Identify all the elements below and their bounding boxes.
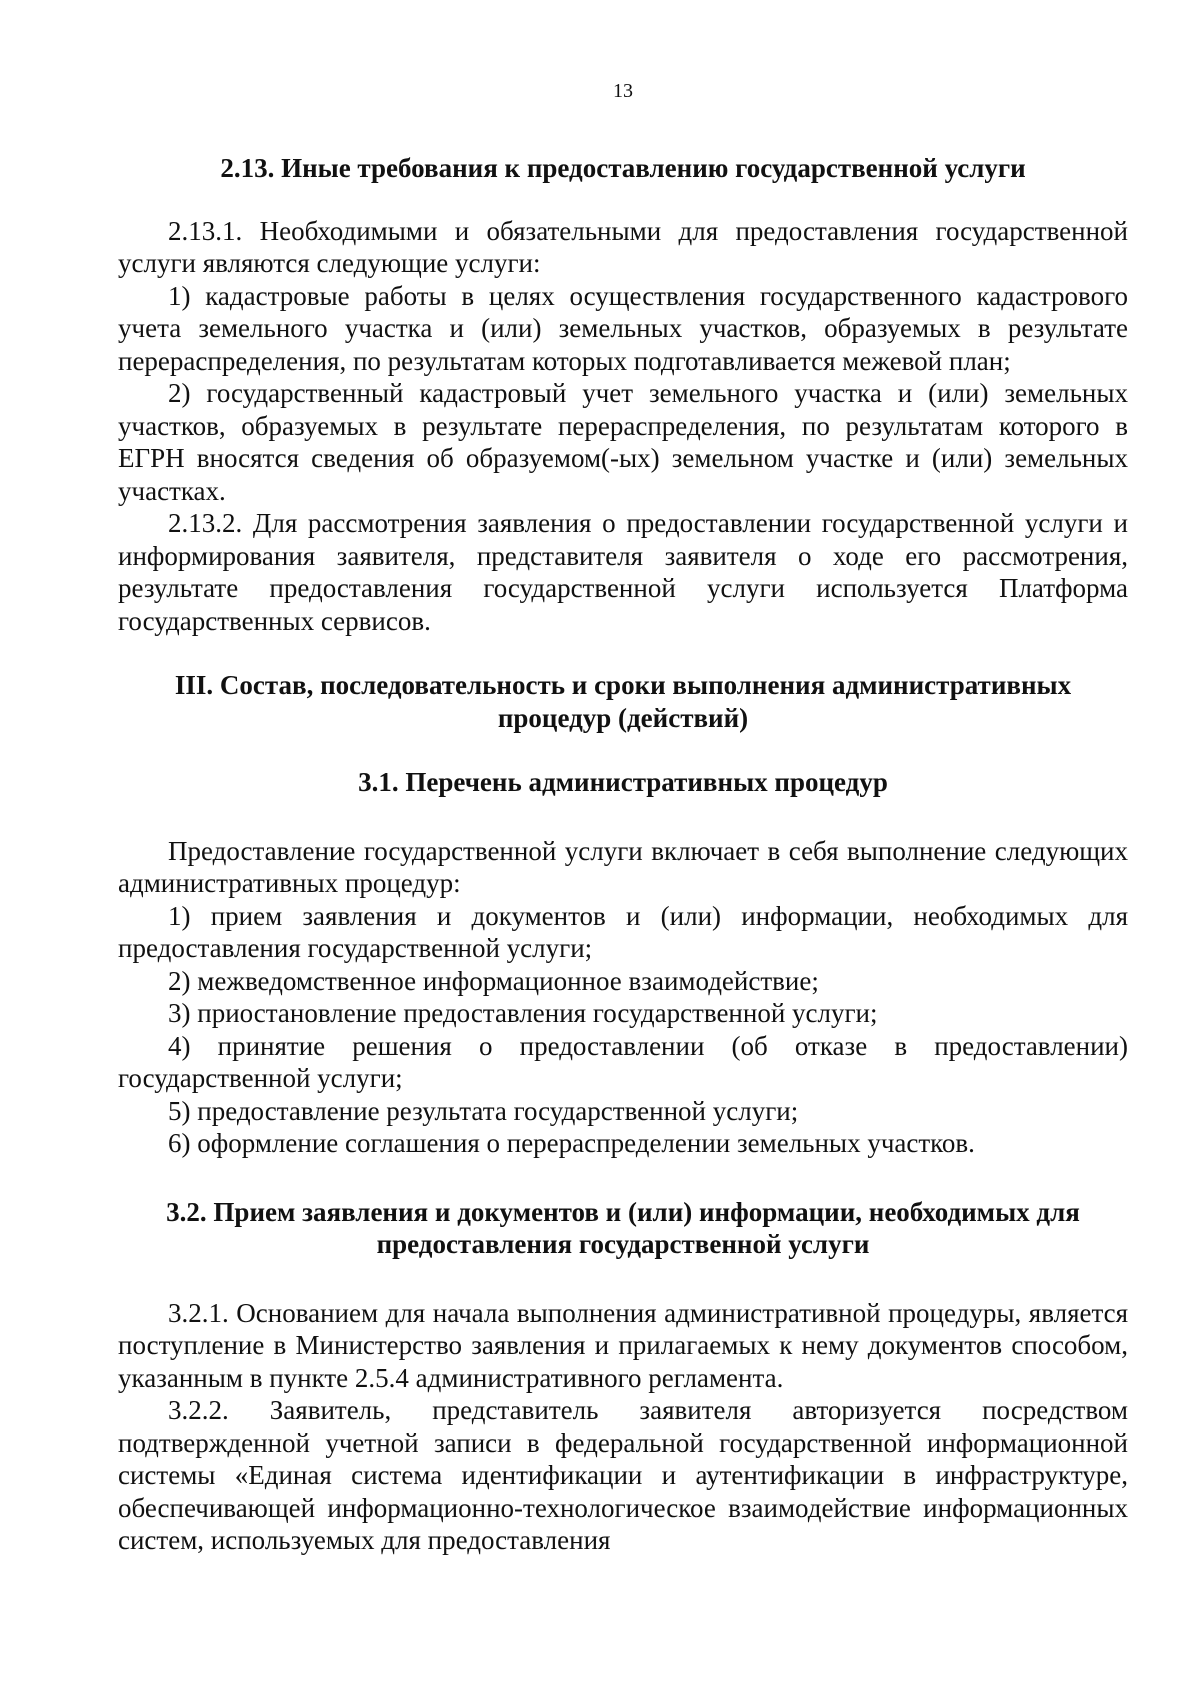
list-item: 1) прием заявления и документов и (или) информации, необходимых для предоставления государственной услуги; — [118, 900, 1128, 963]
section-heading-3: III. Состав, последовательность и сроки выполнения административных процедур (действий) — [174, 670, 1072, 733]
paragraph: 2.13.2. Для рассмотрения заявления о предоставлении государственной услуги и информирования заявителя, представителя заявителя о ходе его рассмотрения, результате предоставления государственной услуги используется Платформа государственных сервисов. — [118, 508, 1128, 636]
document-body — [118, 152, 1128, 1557]
list-item: 4) принятие решения о предоставлении (об отказе в предоставлении) государственной услуги; — [118, 1030, 1128, 1093]
list-item: 6) оформление соглашения о перераспределении земельных участков. — [168, 1128, 975, 1158]
paragraph: 1) кадастровые работы в целях осуществления государственного кадастрового учета земельного участка и (или) земельных участков, образуемых в результате перераспределения, по результатам которых подготавливается межевой план; — [118, 280, 1128, 376]
section-heading-2-13: 2.13. Иные требования к предоставлению государственной услуги — [220, 153, 1026, 183]
page-number: 13 — [613, 80, 633, 102]
paragraph: 2.13.1. Необходимыми и обязательными для предоставления государственной услуги являются следующие услуги: — [118, 215, 1128, 278]
paragraph: 2) государственный кадастровый учет земельного участка и (или) земельных участков, образуемых в результате перераспределения, по результатам которого в ЕГРН вносятся сведения об образуемом(-ых) земельном участке и (или) земельных участках. — [118, 378, 1128, 506]
section-heading-3-2: 3.2. Прием заявления и документов и (или) информации, необходимых для предоставления государственной услуги — [166, 1196, 1080, 1259]
list-item: 2) межведомственное информационное взаимодействие; — [168, 965, 819, 996]
section-heading-3-1: 3.1. Перечень административных процедур — [358, 767, 888, 797]
list-item: 5) предоставление результата государственной услуги; — [168, 1095, 799, 1126]
document-page — [118, 0, 1128, 1693]
list-item: 3) приостановление предоставления государственной услуги; — [168, 998, 878, 1028]
paragraph: Предоставление государственной услуги включает в себя выполнение следующих административных процедур: — [118, 835, 1128, 898]
paragraph: 3.2.1. Основанием для начала выполнения административной процедуры, является поступление в Министерство заявления и прилагаемых к нему документов способом, указанным в пункте 2.5.4 административного регламента. — [118, 1297, 1128, 1393]
paragraph: 3.2.2. Заявитель, представитель заявителя авторизуется посредством подтвержденной учетной записи в федеральной государственной информационной системы «Единая система идентификации и аутентификации в инфраструктуре, обеспечивающей информационно-технологическое взаимодействие информационных систем, используемых для предоставления — [118, 1395, 1128, 1555]
